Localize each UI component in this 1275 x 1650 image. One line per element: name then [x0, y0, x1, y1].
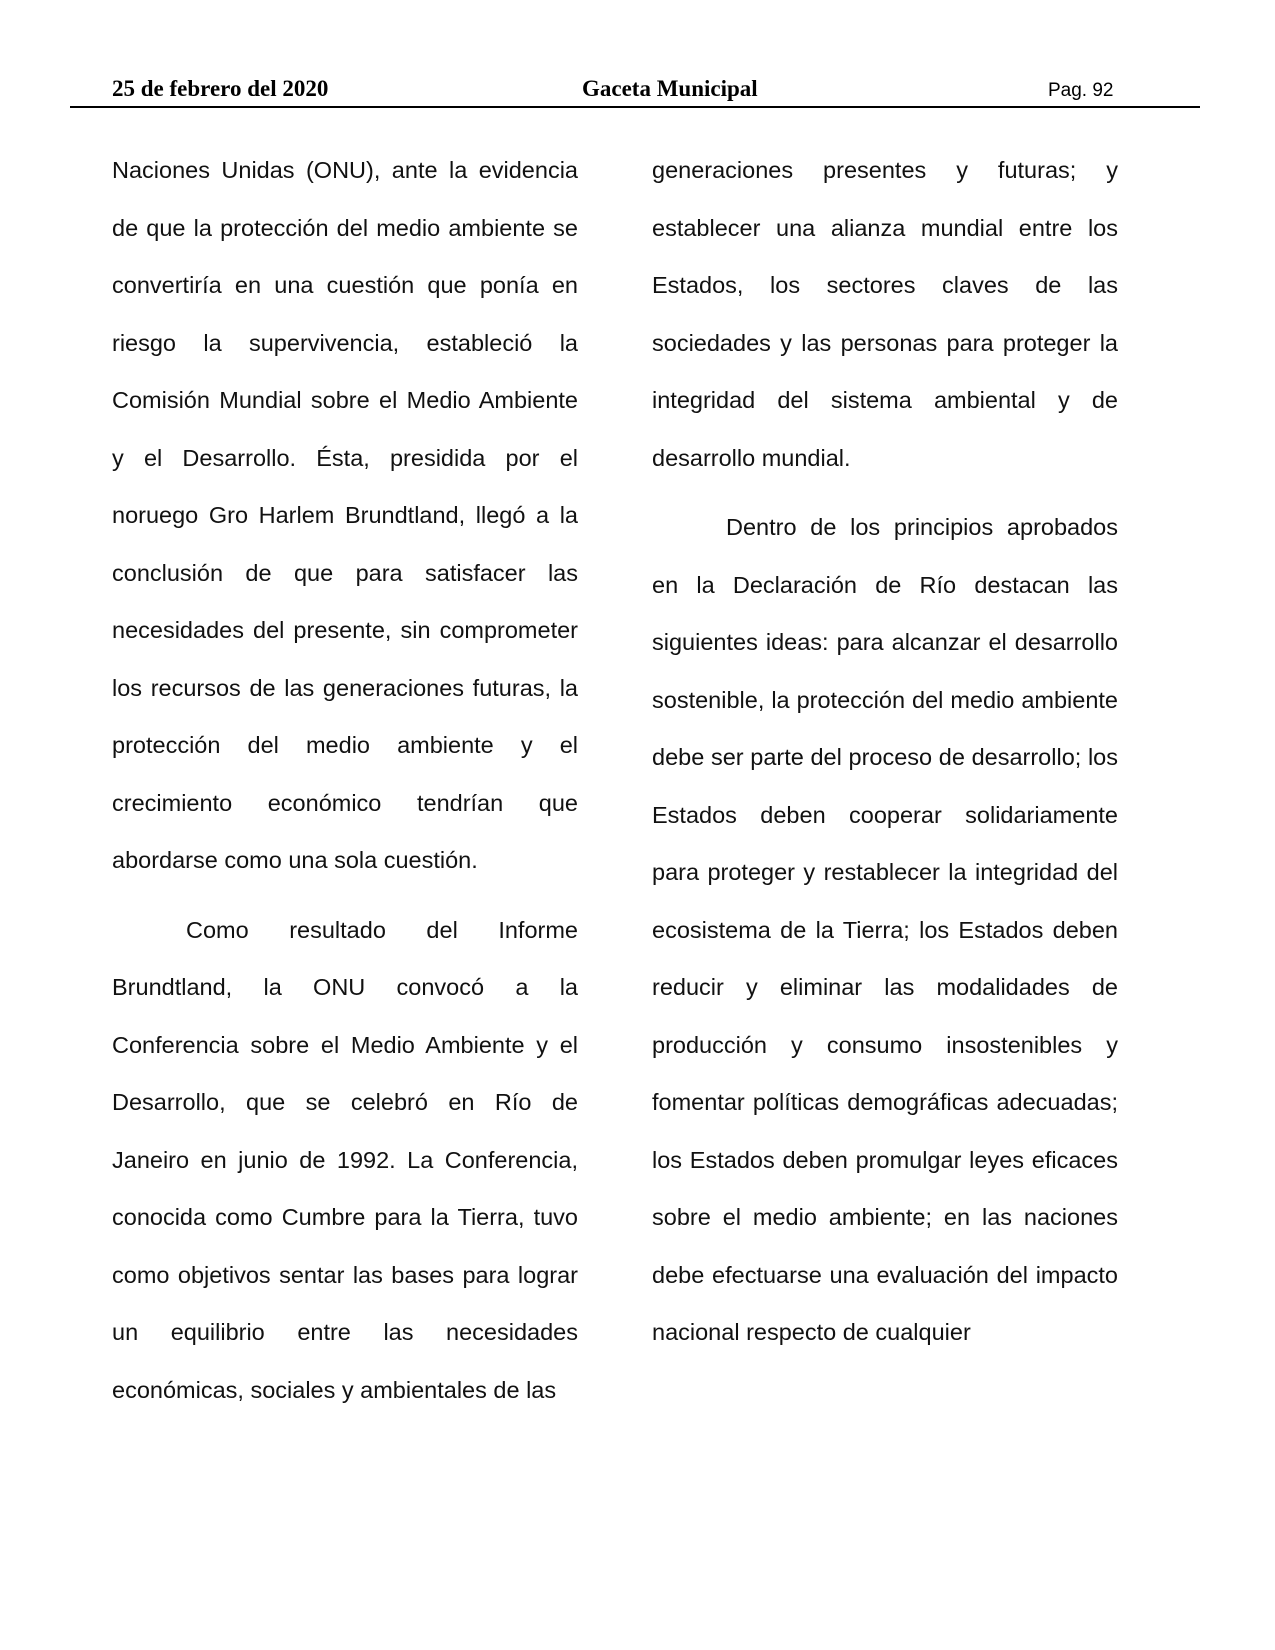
page-header	[70, 70, 1200, 108]
header-page-number: Pag. 92	[1048, 80, 1114, 101]
header-title: Gaceta Municipal	[582, 76, 758, 101]
right-paragraph-1: generaciones presentes y futuras; y establecer una alianza mundial entre los Estados, los sectores claves de las sociedades y las personas para proteger la integridad del sistema ambiental y de desarrollo mundial.	[652, 157, 1118, 471]
left-paragraph-2: Como resultado del Informe Brundtland, la ONU convocó a la Conferencia sobre el Medio Ambiente y el Desarrollo, que se celebró en Río de Janeiro en junio de 1992. La Conferencia, conocida como Cumbre para la Tierra, tuvo como objetivos sentar las bases para lograr un equilibrio entre las necesidades económicas, sociales y ambientales de las	[112, 916, 578, 1403]
left-paragraph-1: Naciones Unidas (ONU), ante la evidencia de que la protección del medio ambiente se convertiría en una cuestión que ponía en riesgo la supervivencia, estableció la Comisión Mundial sobre el Medio Ambiente y el Desarrollo. Ésta, presidida por el noruego Gro Harlem Brundtland, llegó a la conclusión de que para satisfacer las necesidades del presente, sin comprometer los recursos de las generaciones futuras, la protección del medio ambiente y el crecimiento económico tendrían que abordarse como una sola cuestión.	[112, 157, 578, 873]
left-column	[112, 142, 578, 1431]
right-column	[652, 142, 1118, 1374]
header-date: 25 de febrero del 2020	[112, 76, 329, 101]
right-paragraph-2: Dentro de los principios aprobados en la Declaración de Río destacan las siguientes ideas: para alcanzar el desarrollo sostenible, la protección del medio ambiente debe ser parte del proceso de desarrollo; los Estados deben cooperar solidariamente para proteger y restablecer la integridad del ecosistema de la Tierra; los Estados deben reducir y eliminar las modalidades de producción y consumo insostenibles y fomentar políticas demográficas adecuadas; los Estados deben promulgar leyes eficaces sobre el medio ambiente; en las naciones debe efectuarse una evaluación del impacto nacional respecto de cualquier	[652, 514, 1118, 1345]
